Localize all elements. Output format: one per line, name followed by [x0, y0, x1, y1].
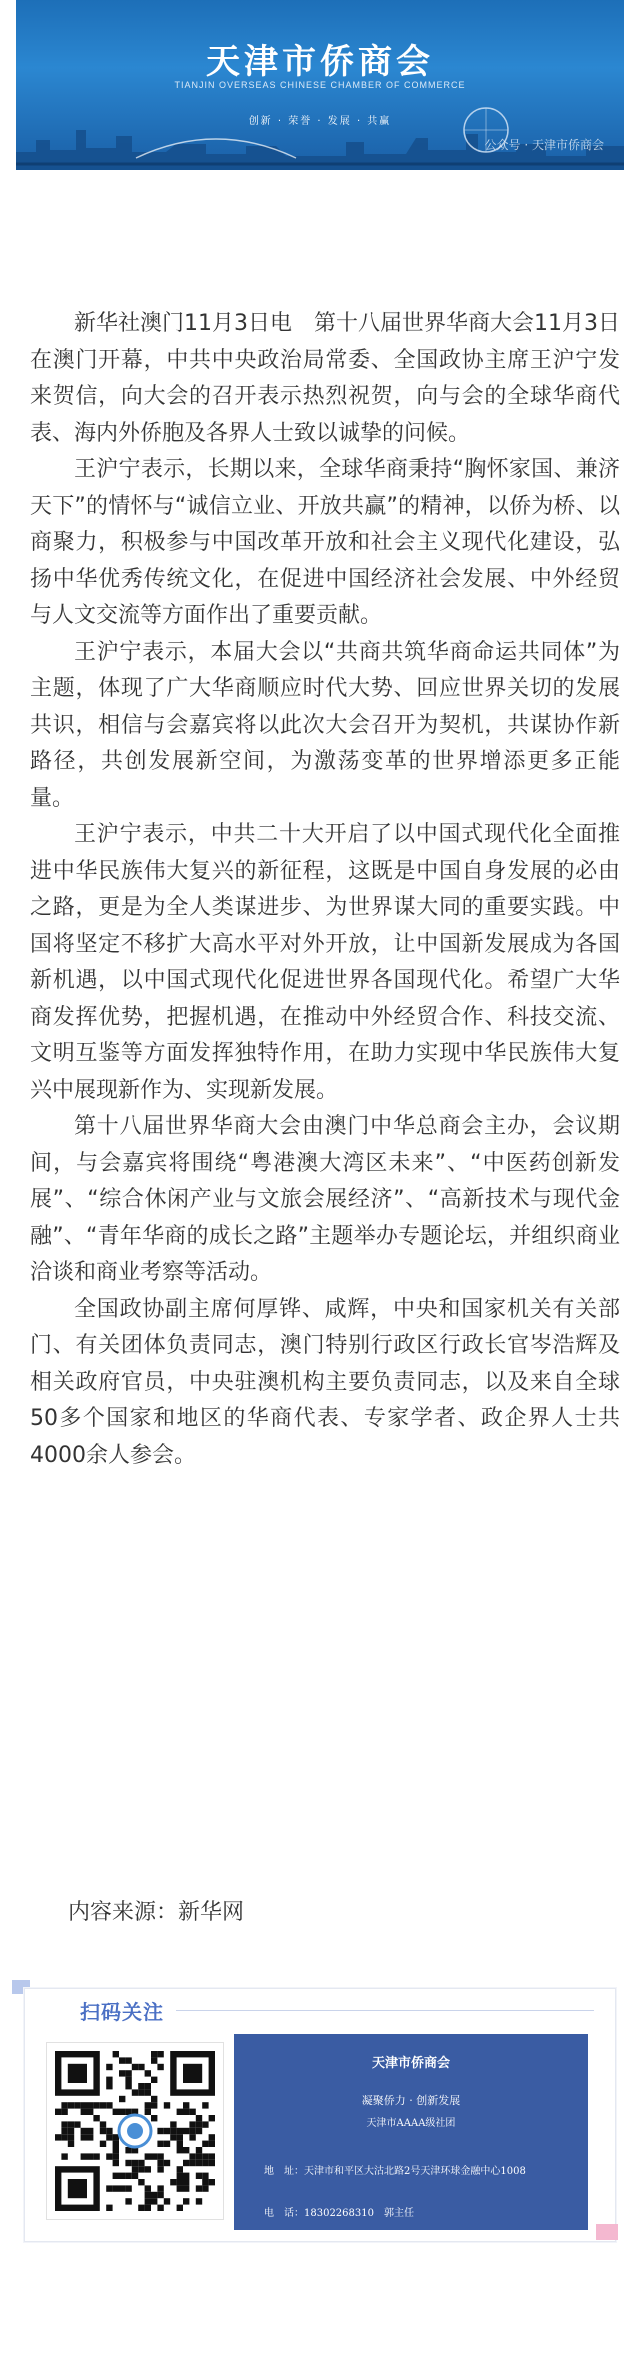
org-grade: 天津市AAAA级社团: [366, 2118, 456, 2129]
header-banner: [16, 0, 624, 170]
article-paragraph: 王沪宁表示，中共二十大开启了以中国式现代化全面推进中华民族伟大复兴的新征程，这既是中国自身发展的必由之路，更是为全人类谋进步、为世界谋大同的重要实践。中国将坚定不移扩大高水平对外开放，让中国新发展成为各国新机遇，以中国式现代化促进世界各国现代化。希望广大华商发挥优势，把握机遇，在推动中外经贸合作、科技交流、文明互鉴等方面发挥独特作用，在助力实现中华民族伟大复兴中展现新作为、实现新发展。: [30, 822, 620, 1103]
phone-value: 18302268310 郭主任: [304, 2208, 414, 2219]
org-motto: 凝聚侨力 · 创新发展: [361, 2094, 461, 2107]
article-paragraph: 第十八届世界华商大会由澳门中华总商会主办，会议期间，与会嘉宾将围绕“粤港澳大湾区未来”、“中医药创新发展”、“综合休闲产业与文旅会展经济”、“高新技术与现代金融”、“青年华商的成长之路”主题举办专题论坛，并组织商业洽谈和商业考察等活动。: [30, 1114, 620, 1285]
phone-row: [264, 2204, 574, 2224]
article-paragraph: 新华社澳门11月3日电 第十八届世界华商大会11月3日在澳门开幕，中共中央政治局常委、全国政协主席王沪宁发来贺信，向大会的召开表示热烈祝贺，向与会的全球华商代表、海内外侨胞及各界人士致以诚挚的问候。: [30, 311, 620, 446]
qr-code[interactable]: [46, 2042, 224, 2220]
banner-title: 天津市侨商会: [206, 42, 434, 82]
article-paragraph: 王沪宁表示，长期以来，全球华商秉持“胸怀家国、兼济天下”的情怀与“诚信立业、开放共赢”的精神，以侨为桥、以商聚力，积极参与中国改革开放和社会主义现代化建设，弘扬中华优秀传统文化，在促进中国经济社会发展、中外经贸与人文交流等方面作出了重要贡献。: [30, 457, 620, 628]
banner-subtitle: TIANJIN OVERSEAS CHINESE CHAMBER OF COMMERCE: [174, 80, 466, 90]
article-paragraph: 王沪宁表示，本届大会以“共商共筑华商命运共同体”为主题，体现了广大华商顺应时代大势、回应世界关切的发展共识，相信与会嘉宾将以此次大会召开为契机，共谋协作新路径，共创发展新空间，为激荡变革的世界增添更多正能量。: [30, 639, 620, 811]
content-source: 内容来源：新华网: [68, 1900, 245, 1925]
address-row: [264, 2162, 574, 2182]
contact-info-panel: [234, 2034, 588, 2230]
org-name: 天津市侨商会: [371, 2056, 450, 2071]
address-value: 天津市和平区大沽北路2号天津环球金融中心1008: [304, 2166, 526, 2177]
divider: [176, 2010, 594, 2011]
account-watermark: 公众号 · 天津市侨商会: [484, 138, 604, 152]
address-label: 地 址：: [264, 2166, 304, 2177]
phone-label: 电 话：: [264, 2208, 304, 2219]
qr-code-graphic: [47, 2043, 223, 2219]
scan-to-follow-label: 扫码关注: [80, 2000, 164, 2024]
article-paragraph: 全国政协副主席何厚铧、咸辉，中央和国家机关有关部门、有关团体负责同志，澳门特别行政区行政长官岑浩辉及相关政府官员，中央驻澳机构主要负责同志，以及来自全球50多个国家和地区的华商代表、专家学者、政企界人士共4000余人参会。: [30, 1296, 620, 1468]
decorative-corner: [596, 2224, 618, 2240]
article-body: [30, 306, 620, 1474]
city-skyline-graphic: [16, 100, 624, 170]
banner-slogan: 创新 · 荣誉 · 发展 · 共赢: [248, 116, 392, 127]
